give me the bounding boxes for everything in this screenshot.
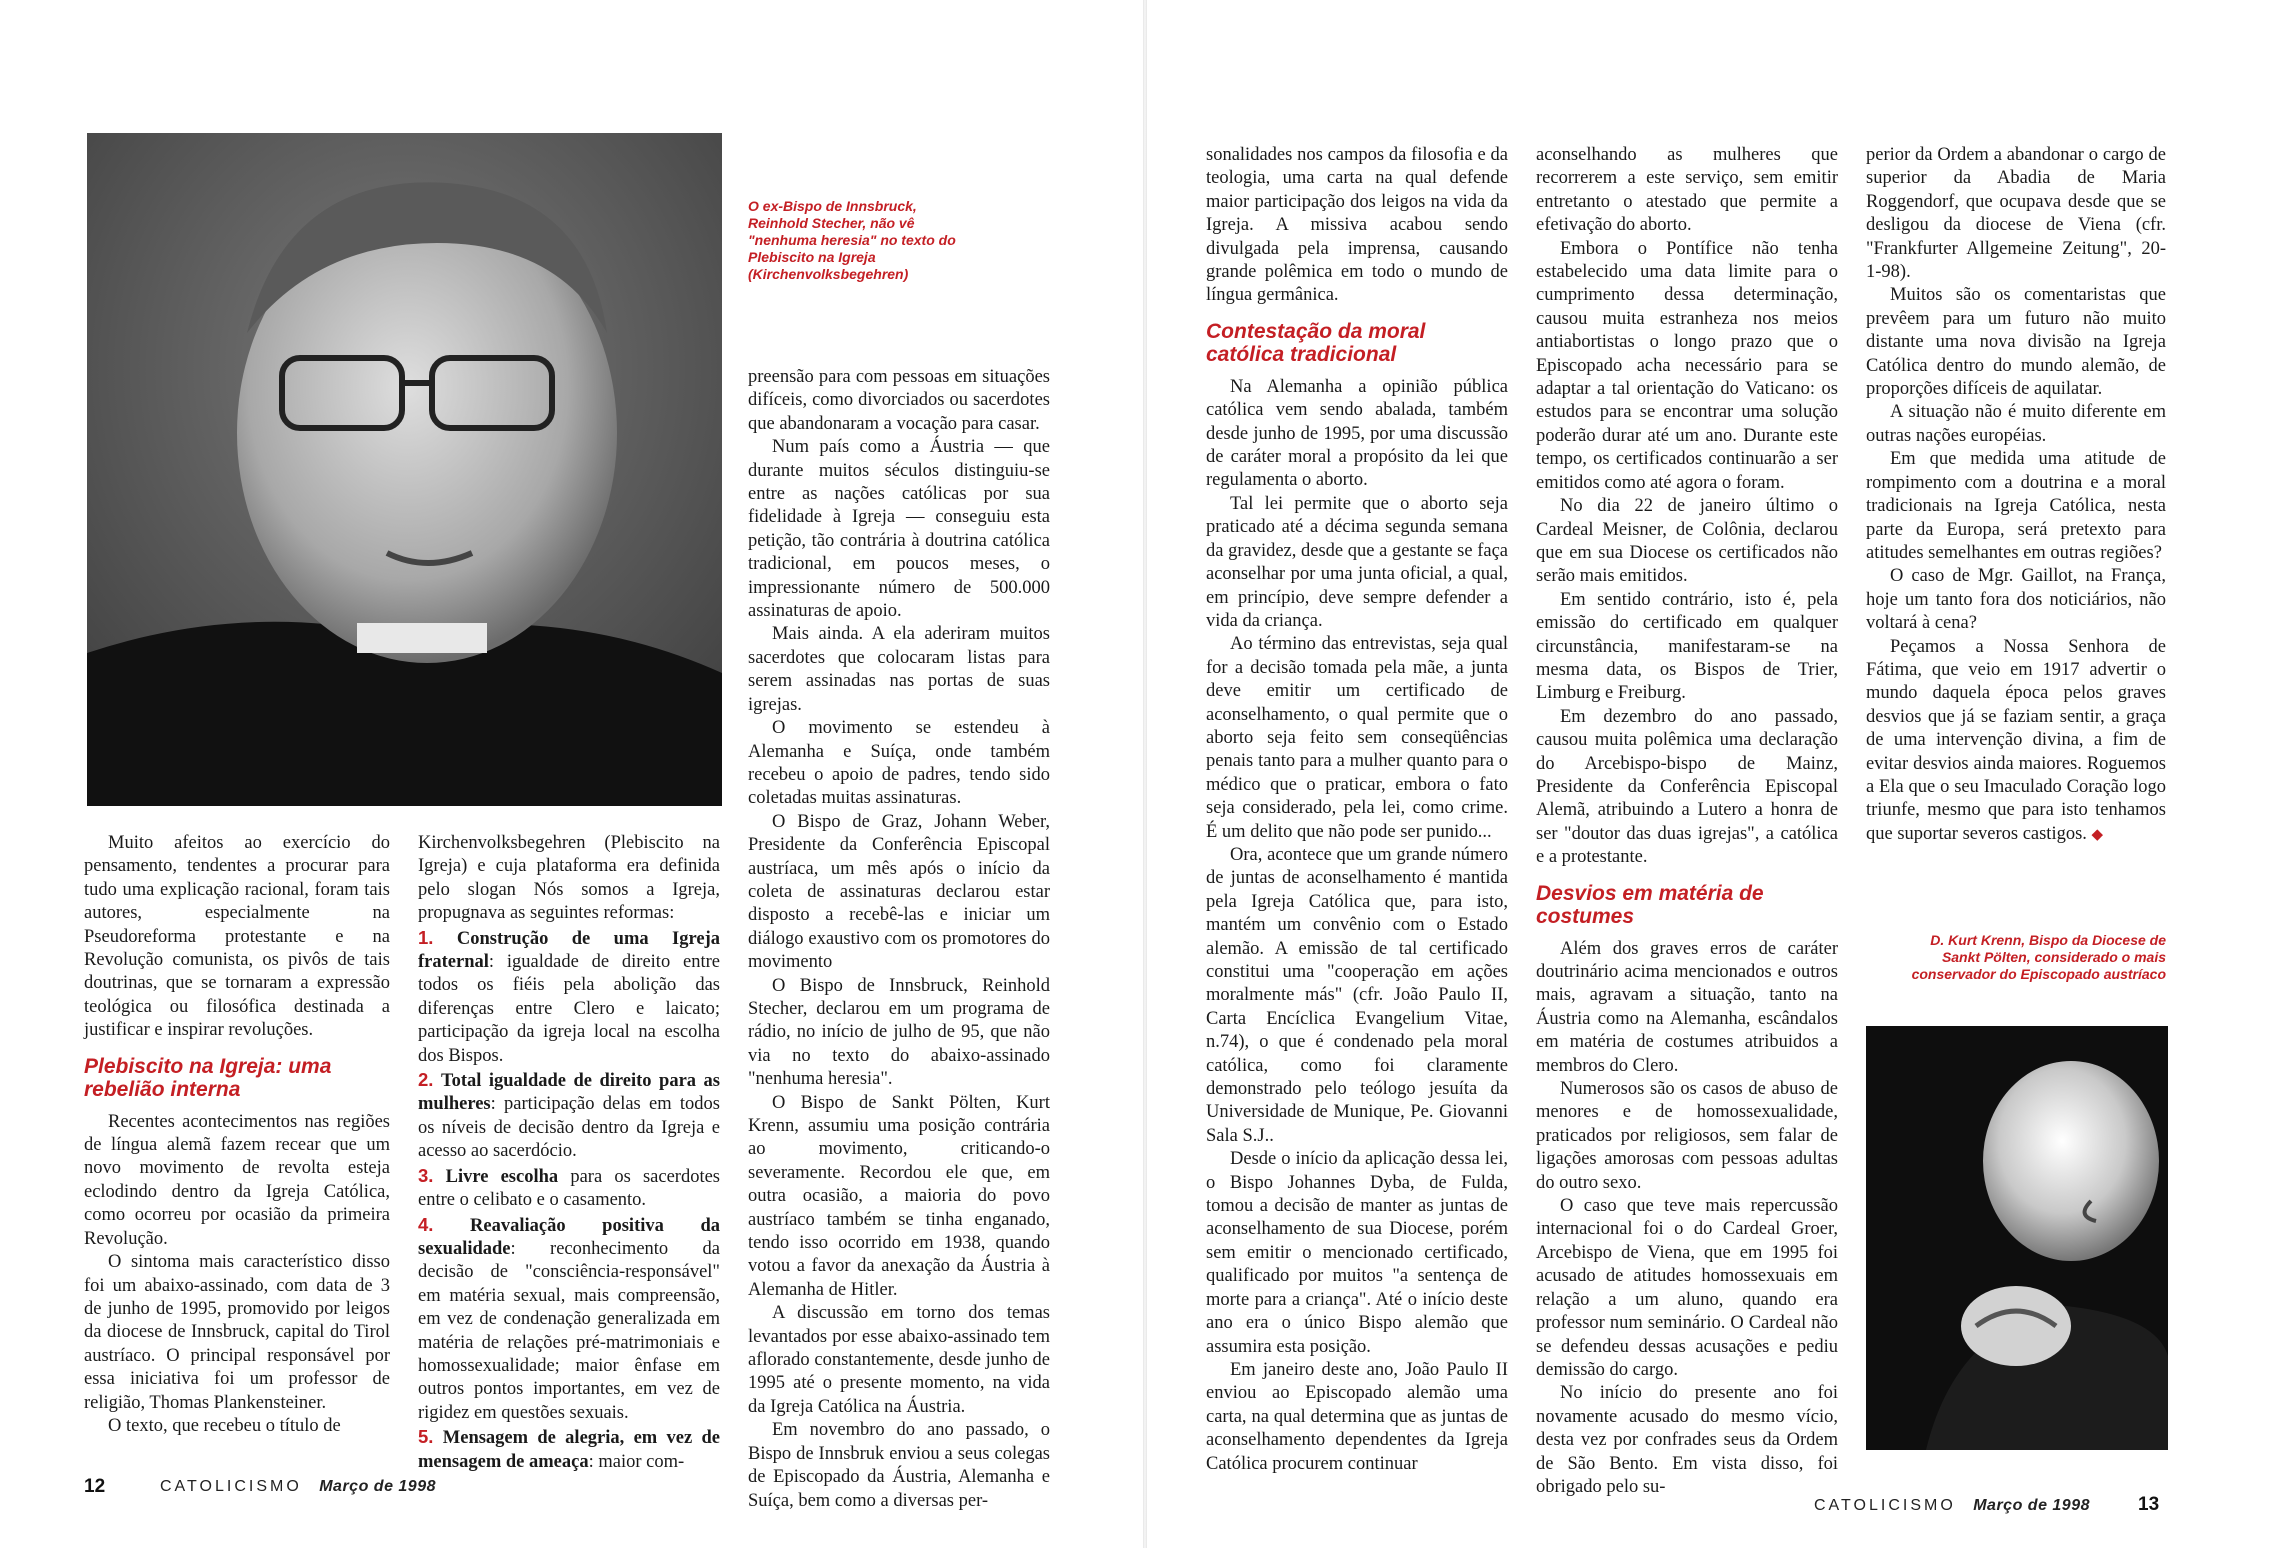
- paragraph: Em que medida uma atitude de rompimento com a doutrina e a moral tradicionais na Igreja Católica, nesta parte da Europa, será pretexto para atitudes semelhantes em outras regiões?: [1866, 449, 2166, 563]
- reform-number: 5.: [418, 1426, 434, 1448]
- paragraph: No início do presente ano foi novamente acusado do mesmo vício, desta vez por confrades seus da Ordem de São Bento. Em vista disso, foi obrigado pelo su-: [1536, 1383, 1838, 1497]
- paragraph: Mais ainda. A ela aderiram muitos sacerdotes que colocaram listas para serem assinadas nas portas de suas igrejas.: [748, 624, 1050, 715]
- reform-title: Total igualdade de direito para as mulheres: [418, 1071, 720, 1115]
- paragraph: Em dezembro do ano passado, causou muita polêmica uma declaração do Arcebispo-bispo de Mainz, Presidente da Conferência Episcopal Alemã, atribuindo a Lutero a honra de ser "doutor das duas igrejas", a católica e a protestante.: [1536, 706, 1838, 868]
- section-heading-desvios: Desvios em matéria de costumes: [1536, 881, 1764, 928]
- reform-number: 2.: [418, 1069, 434, 1091]
- page-gutter: [1143, 0, 1147, 1548]
- paragraph: O Bispo de Innsbruck, Reinhold Stecher, declarou em um programa de rádio, no início de julho de 95, que não via no texto do abaixo-assinado "nenhuma heresia".: [748, 975, 1050, 1090]
- paragraph: No dia 22 de janeiro último o Cardeal Meisner, de Colônia, declarou que em sua Diocese os certificados não serão mais emitidos.: [1536, 496, 1838, 587]
- right-column-3: [1866, 144, 2166, 847]
- photo-caption-krenn: D. Kurt Krenn, Bispo da Diocese de Sankt Pölten, considerado o mais conservador do Episcopado austríaco: [1911, 932, 2166, 982]
- paragraph: Muitos são os comentaristas que prevêem para um futuro não muito distante uma nova divisão na Igreja Católica dentro do mundo alemão, de proporções difíceis de aquilatar.: [1866, 285, 2166, 400]
- portrait-image: [87, 133, 722, 806]
- portrait-image: [1866, 1026, 2168, 1450]
- page-number-right: 13: [2138, 1494, 2160, 1515]
- reform-title: Livre escolha: [445, 1166, 559, 1187]
- reform-item-2: [418, 1068, 720, 1164]
- photo-reinhold-stecher: [87, 133, 722, 806]
- paragraph: O sintoma mais característico disso foi um abaixo-assinado, com data de 3 de junho de 1995, promovido por leigos da diocese de Innsbruck, capital do Tirol austríaco. O principal responsável por essa iniciativa foi um professor de religião, Thomas Plankensteiner.: [84, 1252, 390, 1413]
- paragraph: preensão para com pessoas em situações difíceis, como divorciados ou sacerdotes que abandonaram a vocação para casar.: [748, 367, 1050, 434]
- left-column-1: [84, 832, 390, 1438]
- reform-title: Mensagem de alegria, em vez de mensagem de ameaça: [418, 1428, 721, 1472]
- reform-text: : maior com-: [588, 1451, 685, 1472]
- photo-kurt-krenn: [1866, 1026, 2168, 1450]
- paragraph: Em sentido contrário, isto é, pela emissão do certificado em qualquer circunstância, manifestaram-se na mesma data, os Bispos de Trier, Limburg e Freiburg.: [1536, 589, 1838, 704]
- photo-caption-stecher: O ex-Bispo de Innsbruck, Reinhold Stecher, não vê "nenhuma heresia" no texto do Plebiscito na Igreja (Kirchenvolksbegehren): [748, 198, 956, 282]
- reform-number: 1.: [418, 926, 434, 948]
- reform-item-4: [418, 1213, 720, 1426]
- paragraph: Ao término das entrevistas, seja qual for a decisão tomada pela mãe, a junta deve emitir um certificado de aconselhamento, o qual permite que o aborto seja feito sem conseqüências penais tanto para a mulher quanto para o médico que o praticar, embora o fato seja considerado, pela lei, como crime. É um delito que não pode ser punido...: [1206, 634, 1508, 842]
- paragraph: O movimento se estendeu à Alemanha e Suíça, onde também recebeu o apoio de padres, tendo sido coletadas muitas assinaturas.: [748, 718, 1050, 809]
- paragraph: Ora, acontece que um grande número de juntas de aconselhamento é mantida pela Igreja Católica que, para isto, mantém um convênio com o Estado alemão. A emissão de tal certificado constitui uma "cooperação em ações moralmente más" (cfr. João Paulo II, Carta Encíclica Evangelium Vitae, n.74), o que é condenado pela moral católica, como foi claramente demonstrado pelo teólogo jesuíta da Universidade de Munique, Pe. Giovanni Sala S.J..: [1206, 844, 1508, 1146]
- reform-number: 3.: [418, 1164, 434, 1186]
- reform-text: : igualdade de direito entre todos os fiéis pela abolição das diferenças entre Clero e laicato; participação da igreja local na escolha dos Bispos.: [418, 952, 720, 1066]
- right-column-2: [1536, 144, 1838, 1499]
- issue-date: Março de 1998: [319, 1478, 436, 1495]
- reform-number: 4.: [418, 1213, 434, 1235]
- paragraph: perior da Ordem a abandonar o cargo de superior da Abadia de Maria Roggendorf, que ocupava desde que se desligou da diocese de Viena (cfr. "Frankfurter Allgemeine Zeitung", 20-1-98).: [1866, 145, 2166, 283]
- issue-date: Março de 1998: [1973, 1497, 2090, 1514]
- paragraph: Muito afeitos ao exercício do pensamento, tendentes a procurar para tudo uma explicação racional, foram tais autores, especialmente na Pseudoreforma protestante e na Revolução comunista, os pivôs de tais doutrinas, que se tornaram a expressão teológica ou filosófica destinada a justificar e inspirar revoluções.: [84, 833, 390, 1041]
- paragraph: Tal lei permite que o aborto seja praticado até a décima segunda semana da gravidez, desde que a gestante se faça aconselhar por uma junta oficial, a qual, em princípio, deve sempre defender a vida da criança.: [1206, 493, 1509, 631]
- paragraph: Recentes acontecimentos nas regiões de língua alemã fazem recear que um novo movimento de revolta esteja eclodindo dentro da Igreja Católica, como ocorreu por ocasião da primeira Revolução.: [84, 1111, 390, 1249]
- reform-text: para os sacerdotes entre o celibato e o casamento.: [418, 1166, 720, 1211]
- paragraph: A discussão em torno dos temas levantados por esse abaixo-assinado tem aflorado constantemente, desde junho de 1995 até o presente momento, na vida da Igreja Católica na Áustria.: [748, 1303, 1050, 1417]
- paragraph: Além dos graves erros de caráter doutrinário acima mencionados e outros mais, agravam a situação, tanto na Áustria como na Alemanha, escândalos em matéria de costumes atribuidos a membros do Clero.: [1536, 938, 1838, 1076]
- paragraph: Num país como a Áustria — que durante muitos séculos distinguiu-se entre as nações católicas por sua fidelidade à Igreja — conseguiu esta petição, tão contrária à doutrina católica tradicional, em poucos meses, o impressionante número de 500.000 assinaturas de apoio.: [748, 437, 1050, 622]
- paragraph: Na Alemanha a opinião pública católica vem sendo abalada, também desde junho de 1995, por uma discussão de caráter moral a propósito da lei que regulamenta o aborto.: [1206, 376, 1508, 491]
- closing-text: Peçamos a Nossa Senhora de Fátima, que veio em 1917 advertir o mundo daquela época pelos graves desvios que já se faziam sentir, a graça de uma intervenção divina, a fim de evitar desvios ainda maiores. Roguemos a Ela que o seu Imaculado Coração logo triunfe, mesmo que para isto tenhamos que suportar severos castigos.: [1866, 636, 2166, 844]
- paragraph: Numerosos são os casos de abuso de menores e de homossexualidade, praticados por religiosos, sem falar de ligações amorosas com pessoas adultas do outro sexo.: [1536, 1079, 1838, 1193]
- paragraph: [1866, 636, 2166, 848]
- paragraph: Em novembro do ano passado, o Bispo de Innsbruk enviou a seus colegas de Episcopado da Áustria, Alemanha e Suíça, bem como a diversas per-: [748, 1420, 1050, 1511]
- reform-text: : participação delas em todos os níveis de decisão dentro da Igreja e acesso ao sacerdócio.: [418, 1094, 720, 1162]
- reform-item-5: [418, 1425, 720, 1474]
- paragraph: O caso de Mgr. Gaillot, na França, hoje um tanto fora dos noticiários, não voltará à cena?: [1866, 566, 2166, 634]
- right-column-1: [1206, 144, 1508, 1476]
- magazine-name: CATOLICISMO: [1814, 1497, 1956, 1514]
- page-number-left: 12: [84, 1476, 106, 1497]
- footer-left: [160, 1478, 436, 1496]
- paragraph: O Bispo de Graz, Johann Weber, Presidente da Conferência Episcopal austríaca, um mês após o início da coleta de assinaturas declarou estar disposto a recebê-las e iniciar um diálogo exaustivo com os promotores do movimento: [748, 811, 1050, 973]
- reform-title: Construção de uma Igreja fraternal: [418, 928, 720, 973]
- paragraph: aconselhando as mulheres que recorrerem a este serviço, sem emitir entretanto o atestado que permite a efetivação do aborto.: [1536, 145, 1838, 236]
- paragraph: Kirchenvolksbegehren (Plebiscito na Igreja) e cuja plataforma era definida pelo slogan Nós somos a Igreja, propugnava as seguintes reformas:: [418, 833, 720, 924]
- section-heading-plebiscito: Plebiscito na Igreja: uma rebelião interna: [84, 1054, 332, 1101]
- reform-item-1: [418, 926, 720, 1068]
- footer-right: [1814, 1497, 2090, 1515]
- left-column-2: [418, 832, 720, 1474]
- paragraph: O Bispo de Sankt Pölten, Kurt Krenn, assumiu uma posição contrária ao movimento, criticando-o severamente. Recordou ele que, em outra ocasião, a maioria do povo austríaco também se tinha enganado, tendo isso ocorrido em 1938, quando votou a favor da anexação da Áustria à Alemanha de Hitler.: [748, 1092, 1050, 1300]
- end-of-article-icon: ◆: [2091, 826, 2104, 843]
- paragraph: sonalidades nos campos da filosofia e da teologia, uma carta na qual defende maior participação dos leigos na vida da Igreja. A missiva acabou sendo divulgada pela imprensa, causando grande polêmica em todo o mundo de língua germânica.: [1206, 145, 1508, 306]
- reform-text: : reconhecimento da decisão de "consciência-responsável" em matéria sexual, mais compreensão, em vez de condenação generalizada em matéria de relações pré-matrimoniais e homossexualidade; maior ênfase em outros pontos importantes, em vez de rigidez em questões sexuais.: [418, 1238, 720, 1423]
- magazine-name: CATOLICISMO: [160, 1478, 302, 1495]
- paragraph: O caso que teve mais repercussão internacional foi o do Cardeal Groer, Arcebispo de Viena, que em 1995 foi acusado de atitudes homossexuais em relação a um aluno, quando era professor num seminário. O Cardeal não se defendeu dessas acusações e pediu demissão do cargo.: [1536, 1196, 1838, 1380]
- left-column-3: [748, 366, 1050, 1513]
- reform-item-3: [418, 1164, 720, 1213]
- paragraph: A situação não é muito diferente em outras nações européias.: [1866, 402, 2166, 446]
- paragraph: O texto, que recebeu o título de: [108, 1415, 341, 1436]
- paragraph: Embora o Pontífice não tenha estabelecido uma data limite para o cumprimento dessa determinação, causou muita estranheza nos meios antiabortistas o longo prazo que o Episcopado acha necessário para se adaptar a tal orientação do Vaticano: os estudos para se encontrar uma solução poderão durar até um ano. Durante este tempo, os certificados continuarão a ser emitidos como até agora o foram.: [1536, 238, 1838, 493]
- paragraph: Desde o início da aplicação dessa lei, o Bispo Johannes Dyba, de Fulda, tomou a decisão de manter as juntas de aconselhamento de sua Diocese, porém sem emitir o mencionado certificado, qualificado por muitos "a sentença de morte para a criança". Até o início deste ano era o único Bispo alemão que assumira esta posição.: [1206, 1149, 1508, 1357]
- paragraph: Em janeiro deste ano, João Paulo II enviou ao Episcopado alemão uma carta, na qual determina que as juntas de aconselhamento dependentes da Igreja Católica procurem continuar: [1206, 1359, 1508, 1474]
- reform-title: Reavaliação positiva da sexualidade: [418, 1215, 720, 1259]
- section-heading-contestacao: Contestação da moral católica tradicional: [1206, 319, 1426, 366]
